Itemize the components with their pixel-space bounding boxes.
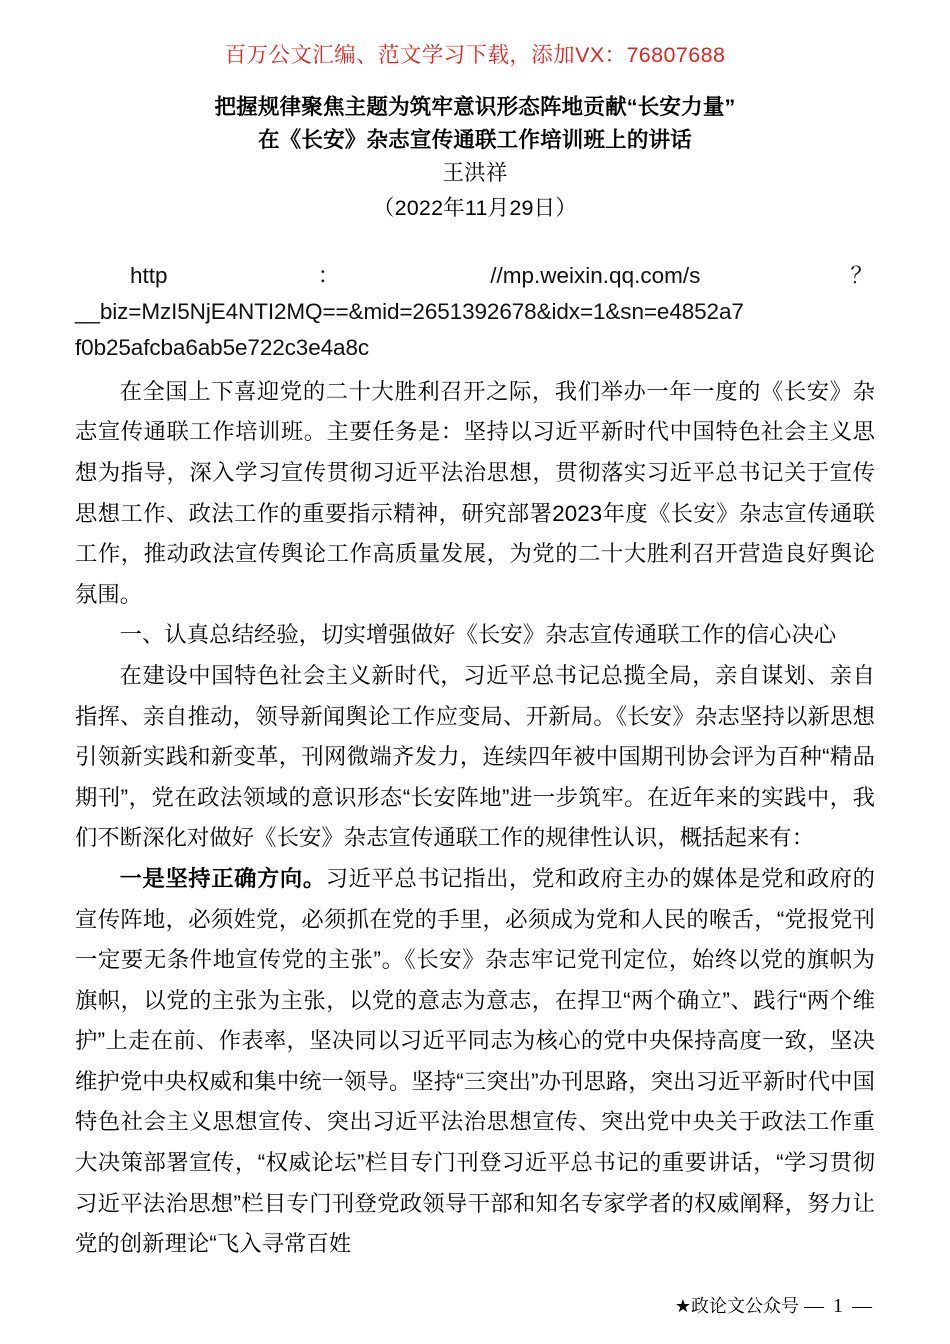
body-text	[75, 372, 875, 1265]
document-date: （2022年11月29日）	[372, 195, 578, 220]
source-url-line-1	[75, 258, 875, 294]
url-colon: ：	[317, 262, 341, 288]
document-title-line-2: 在《长安》杂志宣传通联工作培训班上的讲话	[257, 127, 692, 152]
title-block	[75, 91, 875, 226]
body-paragraph-3-lead: 一是坚持正确方向。	[119, 865, 326, 891]
page-footer	[0, 1292, 950, 1318]
body-paragraph-1: 在全国上下喜迎党的二十大胜利召开之际，我们举办一年一度的《长安》杂志宣传通联工作培训班。主要任务是：坚持以习近平新时代中国特色社会主义思想为指导，深入学习宣传贯彻习近平法治思想，贯彻落实习近平总书记关于宣传思想工作、政法工作的重要指示精神，研究部署2023年度《长安》杂志宣传通联工作，推动政法宣传舆论工作高质量发展，为党的二十大胜利召开营造良好舆论氛围。	[75, 378, 875, 607]
body-paragraph-2: 在建设中国特色社会主义新时代，习近平总书记总揽全局，亲自谋划、亲自指挥、亲自推动，领导新闻舆论工作应变局、开新局。《长安》杂志坚持以新思想引领新实践和新变革，刊网微端齐发力，连续四年被中国期刊协会评为百种“精品期刊”，党在政法领域的意识形态“长安阵地”进一步筑牢。在近年来的实践中，我们不断深化对做好《长安》杂志宣传通联工作的规律性认识，概括起来有：	[75, 662, 875, 851]
source-url-line-2: __biz=MzI5NjE4NTI2MQ==&mid=2651392678&idx=1&sn=e4852a7	[75, 298, 744, 324]
url-scheme: http	[130, 262, 168, 288]
footer-mark: ★政论文公众号	[674, 1296, 799, 1316]
url-question-mark: ？	[850, 262, 873, 288]
document-title-line-1: 把握规律聚焦主题为筑牢意识形态阵地贡献“长安力量”	[214, 94, 736, 119]
footer-page-number: — 1 —	[804, 1295, 874, 1317]
url-host-path: //mp.weixin.qq.com/s	[490, 262, 701, 288]
body-heading-1: 一、认真总结经验，切实增强做好《长安》杂志宣传通联工作的信心决心	[119, 622, 837, 648]
document-author: 王洪祥	[442, 160, 508, 185]
source-url-line-3: f0b25afcba6ab5e722c3e4a8c	[75, 334, 370, 360]
body-paragraph-3	[75, 859, 875, 1265]
body-paragraph-3-rest: 习近平总书记指出，党和政府主办的媒体是党和政府的宣传阵地，必须姓党，必须抓在党的手里，必须成为党和人民的喉舌，“党报党刊一定要无条件地宣传党的主张”。《长安》杂志牢记党刊定位，始终以党的旗帜为旗帜，以党的主张为主张，以党的意志为意志，在捍卫“两个确立”、践行“两个维护”上走在前、作表率，坚决同以习近平同志为核心的党中央保持高度一致，坚决维护党中央权威和集中统一领导。坚持“三突出”办刊思路，突出习近平新时代中国特色社会主义思想宣传、突出习近平法治思想宣传、突出党中央关于政法工作重大决策部署宣传，“权威论坛”栏目专门刊登习近平总书记的重要讲话，“学习贯彻习近平法治思想”栏目专门刊登党政领导干部和知名专家学者的权威阐释，努力让党的创新理论“飞入寻常百姓	[75, 865, 875, 1257]
source-url-block	[75, 258, 875, 366]
promo-banner: 百万公文汇编、范文学习下载，添加VX：76807688	[224, 43, 726, 67]
